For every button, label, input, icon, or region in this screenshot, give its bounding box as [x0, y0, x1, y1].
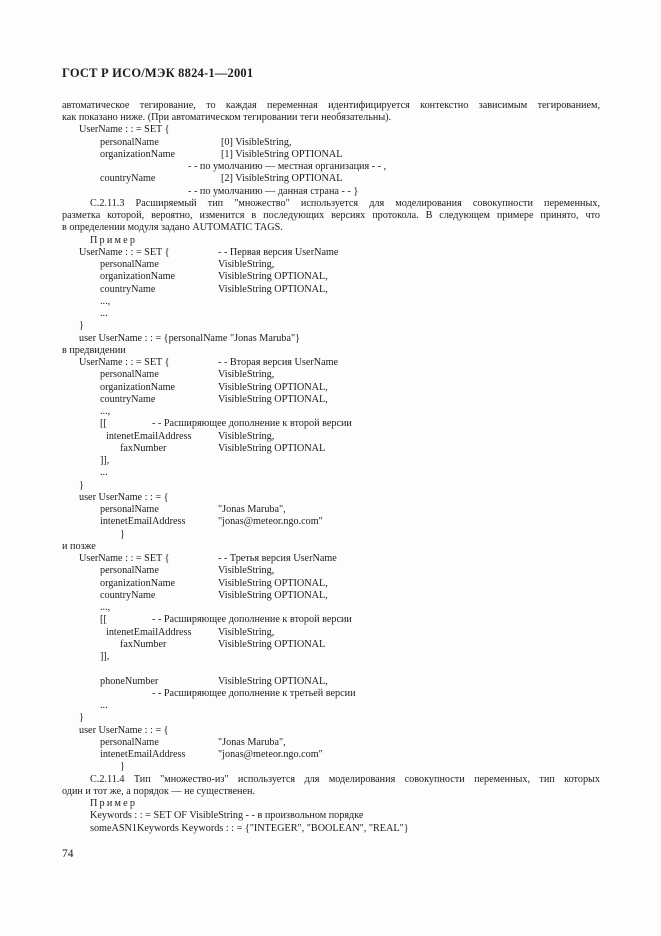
text-line: personalName — [100, 737, 159, 748]
text-line: - - Расширяющее дополнение к второй версии — [152, 418, 352, 429]
text-line: - - Вторая версия UserName — [218, 357, 339, 368]
text-line: VisibleString OPTIONAL, — [218, 676, 328, 687]
text-line: VisibleString OPTIONAL, — [218, 382, 328, 393]
text-line: VisibleString, — [218, 369, 275, 380]
text-line: [2] VisibleString OPTIONAL — [221, 173, 343, 184]
text-line: someASN1Keywords Keywords : : = {"INTEGER", "BOOLEAN", "REAL"} — [90, 823, 409, 834]
text-line: в определении модуля задано AUTOMATIC TAGS. — [62, 222, 283, 233]
text-line: } — [79, 712, 84, 723]
text-line: "Jonas Maruba", — [218, 504, 286, 515]
text-line: - - Первая версия UserName — [218, 247, 339, 258]
text-line: VisibleString, — [218, 259, 275, 270]
page-header: ГОСТ Р ИСО/МЭК 8824-1—2001 — [62, 66, 254, 80]
text-line: ..., — [100, 406, 111, 417]
text-line: - - Расширяющее дополнение к третьей версии — [152, 688, 356, 699]
text-line: VisibleString, — [218, 627, 275, 638]
text-line: personalName — [100, 259, 159, 270]
text-line: Keywords : : = SET OF VisibleString - - в произвольном порядке — [90, 810, 364, 821]
text-line: intenetEmailAddress — [100, 749, 186, 760]
text-line: ]], — [100, 455, 110, 466]
text-line: - - Расширяющее дополнение к второй версии — [152, 614, 352, 625]
text-line: VisibleString OPTIONAL, — [218, 271, 328, 282]
text-line: VisibleString OPTIONAL, — [218, 284, 328, 295]
text-line: } — [79, 480, 84, 491]
text-line: VisibleString OPTIONAL, — [218, 578, 328, 589]
text-line: intenetEmailAddress — [100, 516, 186, 527]
text-line: countryName — [100, 173, 156, 184]
text-line: [[ — [100, 418, 107, 429]
text-line: organizationName — [100, 271, 176, 282]
text-line: personalName — [100, 504, 159, 515]
text-line: VisibleString OPTIONAL — [218, 443, 326, 454]
text-line: faxNumber — [120, 639, 167, 650]
text-line: } — [120, 529, 125, 540]
text-line: "jonas@meteor.ngo.com" — [218, 749, 323, 760]
text-line: ..., — [100, 296, 111, 307]
text-line: ]], — [100, 651, 110, 662]
text-line: UserName : : = SET { — [79, 124, 170, 135]
text-line: UserName : : = SET { — [79, 553, 170, 564]
text-line: countryName — [100, 284, 156, 295]
text-line: personalName — [100, 369, 159, 380]
text-line: personalName — [100, 137, 159, 148]
text-line: intenetEmailAddress — [106, 431, 192, 442]
text-line: и позже — [62, 541, 96, 552]
text-line: в предвидении — [62, 345, 126, 356]
text-line: user UserName : : = { — [79, 725, 169, 736]
text-line: [[ — [100, 614, 107, 625]
text-line: VisibleString, — [218, 565, 275, 576]
text-line: countryName — [100, 394, 156, 405]
text-line: VisibleString OPTIONAL, — [218, 590, 328, 601]
text-line: "Jonas Maruba", — [218, 737, 286, 748]
text-line: faxNumber — [120, 443, 167, 454]
text-line: один и тот же, а порядок — не существенен. — [62, 786, 255, 797]
text-line: "jonas@meteor.ngo.com" — [218, 516, 323, 527]
text-line: } — [120, 761, 125, 772]
text-line: intenetEmailAddress — [106, 627, 192, 638]
text-line: [1] VisibleString OPTIONAL — [221, 149, 343, 160]
text-line: ..., — [100, 602, 111, 613]
text-line: organizationName — [100, 149, 176, 160]
text-line: VisibleString OPTIONAL, — [218, 394, 328, 405]
text-line: - - Третья версия UserName — [218, 553, 337, 564]
page-number: 74 — [62, 848, 74, 860]
text-line: автоматическое тегирование, то каждая переменная идентифицируется контекстно зависимым тегированием, — [62, 100, 600, 111]
text-line: ... — [100, 308, 108, 319]
text-line: } — [79, 320, 84, 331]
text-line: organizationName — [100, 578, 176, 589]
text-line: как показано ниже. (При автоматическом тегировании теги необязательны). — [62, 112, 392, 123]
text-line: C.2.11.4 Тип "множество-из" используется для моделирования совокупности переменных, тип которых — [90, 774, 600, 785]
text-line: phoneNumber — [100, 676, 159, 687]
text-line: Пример — [90, 798, 138, 809]
text-line: C.2.11.3 Расширяемый тип "множество" используется для моделирования совокупности переменных, — [90, 198, 600, 209]
text-line: разметка которой, вероятно, изменится в последующих версиях протокола. В следующем примере принято, что — [62, 210, 600, 221]
text-line: user UserName : : = {personalName "Jonas Maruba"} — [79, 333, 301, 344]
text-line: VisibleString, — [218, 431, 275, 442]
text-line: Пример — [90, 235, 138, 246]
text-line: - - по умолчанию — местная организация - - , — [188, 161, 387, 172]
text-line: ... — [100, 467, 108, 478]
text-line: UserName : : = SET { — [79, 247, 170, 258]
text-line: VisibleString OPTIONAL — [218, 639, 326, 650]
text-line: - - по умолчанию — данная страна - - } — [188, 186, 359, 197]
text-line: UserName : : = SET { — [79, 357, 170, 368]
text-line: countryName — [100, 590, 156, 601]
text-line: personalName — [100, 565, 159, 576]
text-line: user UserName : : = { — [79, 492, 169, 503]
text-line: organizationName — [100, 382, 176, 393]
text-line: [0] VisibleString, — [221, 137, 292, 148]
text-line: ... — [100, 700, 108, 711]
